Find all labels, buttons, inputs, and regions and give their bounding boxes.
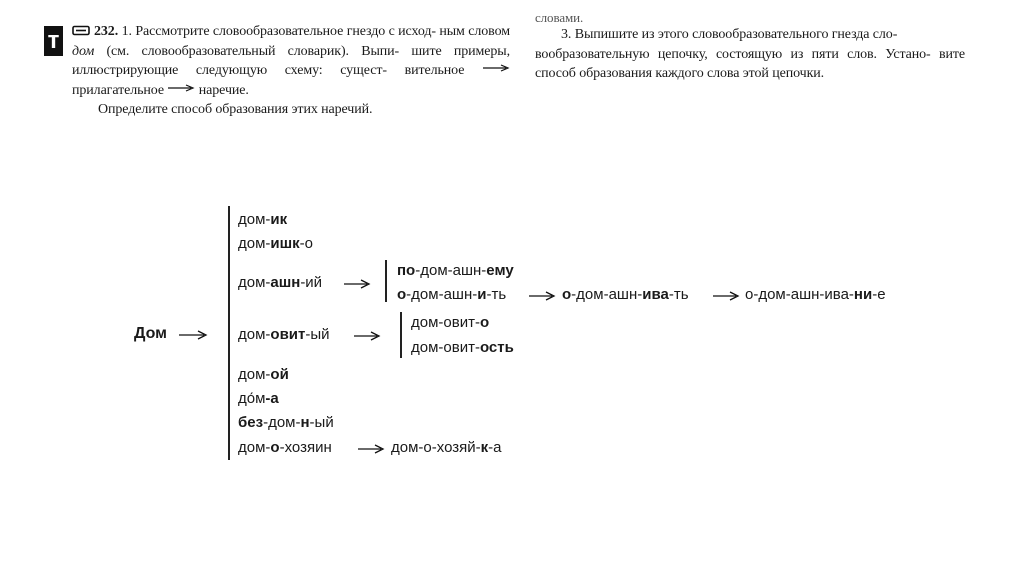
- derivative-word: дом-ик: [238, 211, 288, 228]
- scheme-noun: вительное: [404, 63, 465, 78]
- derivative-word: дом-о-хозяй-к-а: [391, 439, 502, 456]
- derivative-word: дом-ашн-ий: [238, 274, 323, 291]
- arrow-icon: [353, 331, 381, 341]
- task-question: Определите способ образования этих наречий.: [98, 102, 373, 117]
- task-line: (см. словообразовательный словарик). Выпи-: [94, 43, 400, 59]
- root-word: Дом: [134, 325, 167, 342]
- cut-line: словами.: [535, 10, 584, 25]
- derivative-word: дом-овит-ость: [411, 339, 514, 356]
- derivative-word: по-дом-ашн-ему: [397, 262, 514, 279]
- bracket-line: [400, 312, 402, 358]
- arrow-icon: [343, 279, 371, 289]
- task-word: дом: [72, 43, 95, 59]
- task-line: вите способ образования каждого слова этой цепочки.: [535, 46, 965, 81]
- task-number: 232.: [94, 24, 119, 39]
- scheme-adverb: наречие.: [198, 82, 249, 98]
- bracket-line: [228, 206, 230, 460]
- task-marker-icon: т: [44, 26, 63, 56]
- task-line: 3. Выпишите из этого словообразовательного гнезда сло-: [561, 27, 898, 42]
- bracket-line: [385, 260, 387, 302]
- scheme-adjective: прилагательное: [72, 82, 164, 98]
- derivative-word: о-дом-ашн-и-ть: [397, 286, 507, 303]
- derivative-word: о-дом-ашн-ива-ни-е: [745, 286, 886, 303]
- arrow-icon: [712, 291, 740, 301]
- derivative-word: без-дом-н-ый: [238, 414, 334, 431]
- derivative-word: дом-о-хозяин: [238, 439, 332, 456]
- task-line: 1. Рассмотрите словообразовательное гнездо с исход-: [121, 24, 436, 39]
- derivative-word: дом-овит-ый: [238, 326, 330, 343]
- arrow-icon: [357, 444, 385, 454]
- arrow-icon: [178, 330, 208, 340]
- arrow-icon: [528, 291, 556, 301]
- derivative-word: дом-ишк-о: [238, 235, 313, 252]
- derivative-word: дом-ой: [238, 366, 289, 383]
- derivative-word: до́м-а: [238, 390, 279, 407]
- derivative-word: дом-овит-о: [411, 314, 490, 331]
- task-line: шите примеры, иллюстрирующие следующую схему: сущест-: [72, 43, 510, 78]
- task-line: вообразовательную цепочку, состоящую из пяти слов. Устано-: [535, 46, 931, 62]
- task-line: ным словом: [439, 24, 510, 39]
- derivative-word: о-дом-ашн-ива-ть: [562, 286, 689, 303]
